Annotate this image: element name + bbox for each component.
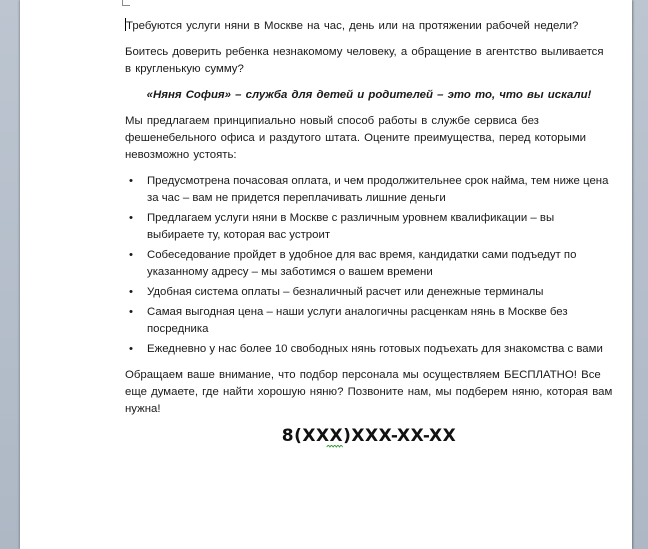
list-item[interactable] [129, 210, 613, 244]
document-page[interactable] [20, 0, 632, 549]
list-item-text: Ежедневно у нас более 10 свободных нянь готовых подъехать для знакомства с вами [147, 343, 603, 355]
list-item[interactable] [129, 304, 613, 338]
bullet-icon: • [129, 286, 133, 298]
benefits-list [125, 173, 613, 358]
list-item[interactable] [129, 247, 613, 281]
paragraph-intro-text: Требуются услуги няни в Москве на час, день или на протяжении рабочей недели? [126, 20, 579, 32]
paragraph-closing[interactable]: Обращаем ваше внимание, что подбор персонала мы осуществляем БЕСПЛАТНО! Все еще думаете, где найти хорошую няню? Позвоните нам, мы подберем няню, которая вам нужна! [125, 369, 613, 415]
bullet-icon: • [129, 212, 133, 224]
list-item-text: Собеседование пройдет в удобное для вас время, кандидатки сами подъедут по указанному адресу – мы заботимся о вашем времени [147, 249, 577, 278]
list-item[interactable] [129, 173, 613, 207]
list-item-text: Предусмотрена почасовая оплата, и чем продолжительнее срок найма, тем ниже цена за час – вам не придется переплачивать лишние деньги [147, 175, 609, 204]
list-item-text: Удобная система оплаты – безналичный расчет или денежные терминалы [147, 286, 544, 298]
paragraph-slogan[interactable]: «Няня София» – служба для детей и родителей – это то, что вы искали! [146, 89, 592, 101]
document-body[interactable] [125, 18, 613, 445]
list-item[interactable] [129, 341, 613, 358]
phone-number[interactable] [125, 428, 613, 445]
spellcheck-squiggle-line [327, 445, 343, 447]
margin-corner-mark [122, 0, 130, 6]
bullet-icon: • [129, 249, 133, 261]
bullet-icon: • [129, 306, 133, 318]
paragraph-offer[interactable]: Мы предлагаем принципиально новый способ работы в службе сервиса без фешенебельного офиса и раздутого штата. Оцените преимущества, перед которыми невозможно устоять: [125, 115, 587, 161]
paragraph-intro[interactable] [125, 18, 613, 35]
list-item-text: Предлагаем услуги няни в Москве с различным уровнем квалификации – вы выбираете ту, которая вас устроит [147, 212, 555, 241]
phone-number-text: 8(XXX)XXX-XX-XX [281, 426, 457, 446]
paragraph-worry[interactable]: Боитесь доверить ребенка незнакомому человеку, а обращение в агентство выливается в кругленькую сумму? [125, 46, 604, 75]
spellcheck-underline [125, 445, 613, 448]
bullet-icon: • [129, 343, 133, 355]
list-item-text: Самая выгодная цена – наши услуги аналогичны расценкам нянь в Москве без посредника [147, 306, 568, 335]
bullet-icon: • [129, 175, 133, 187]
list-item[interactable] [129, 284, 613, 301]
